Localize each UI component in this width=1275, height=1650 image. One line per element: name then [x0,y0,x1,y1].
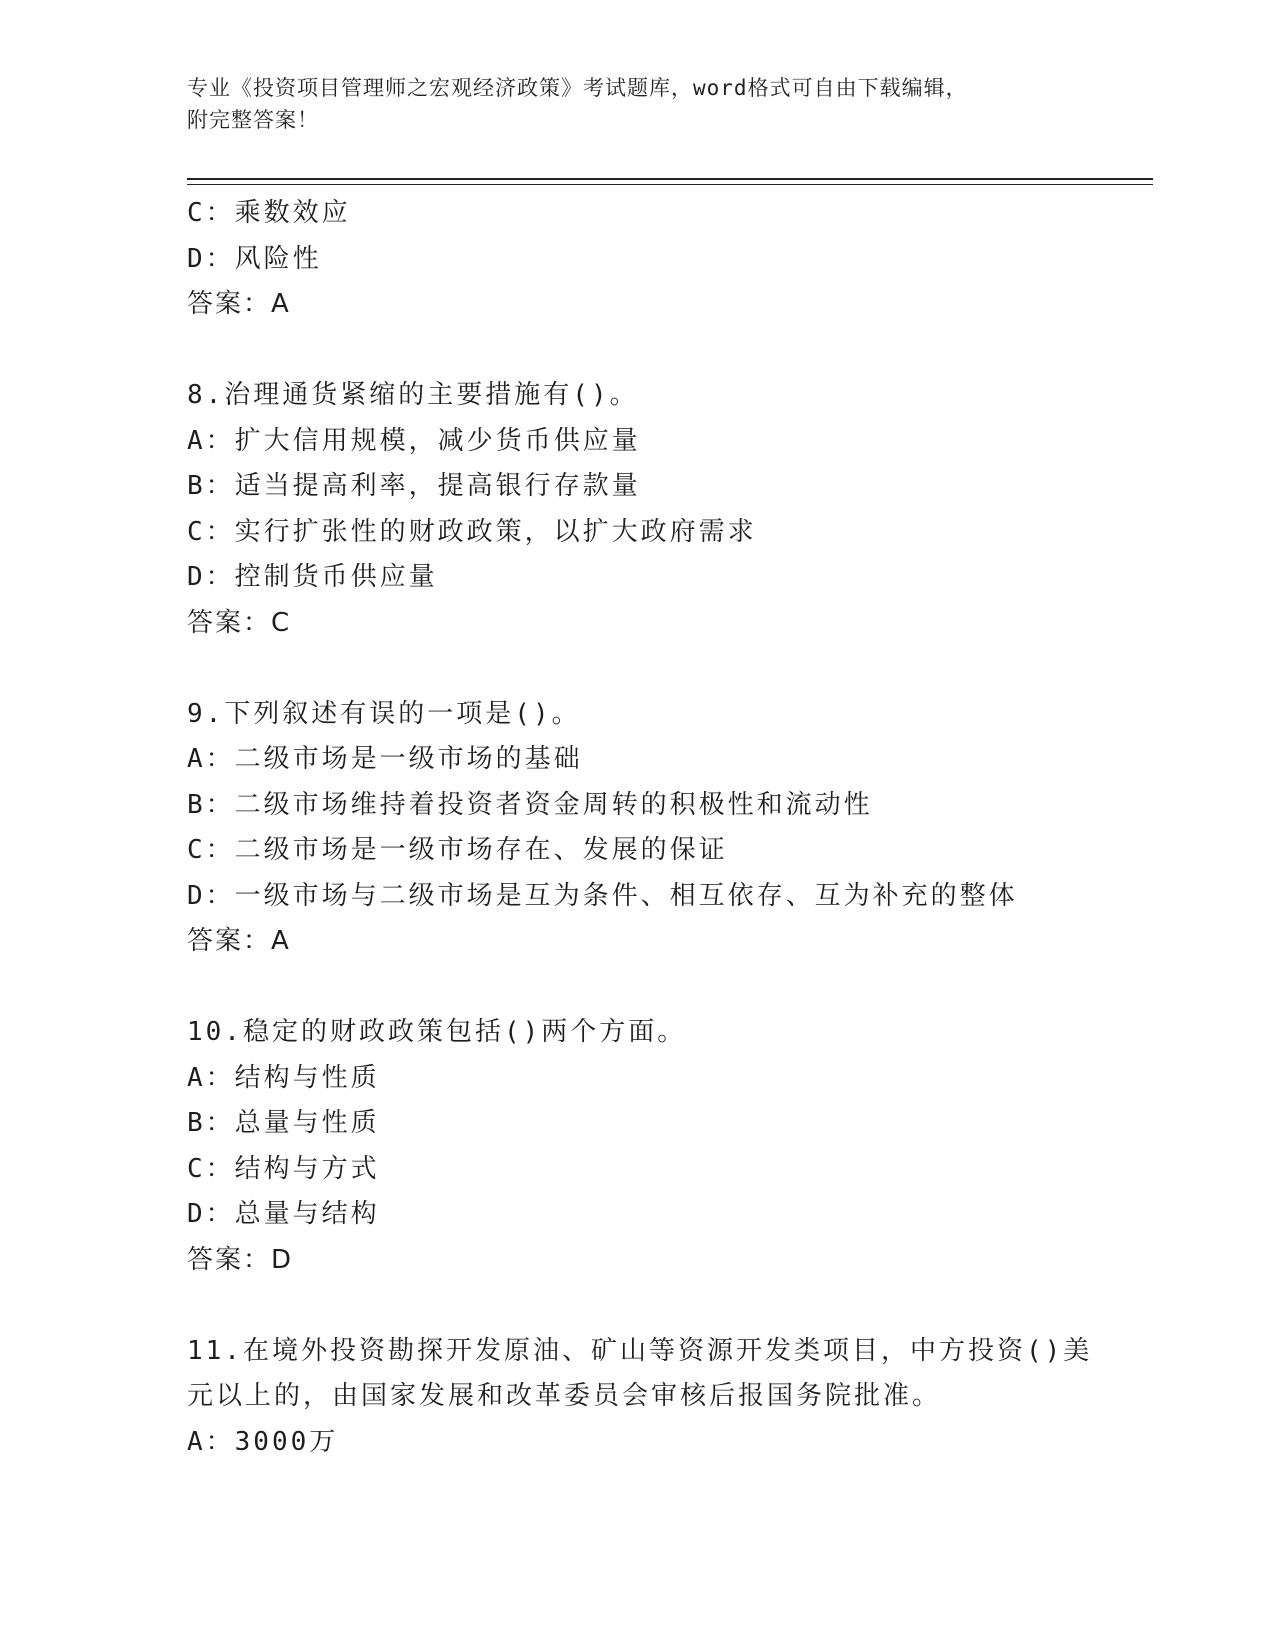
option-b: B：二级市场维持着投资者资金周转的积极性和流动性 [187,789,873,820]
header-line-2: 附完整答案！ [187,108,319,132]
option-c: C：实行扩张性的财政政策，以扩大政府需求 [187,516,757,547]
answer-line: 答案：C [187,607,292,638]
header-line-1: 专业《投资项目管理师之宏观经济政策》考试题库，word格式可自由下载编辑， [187,76,968,100]
question-text-line-2: 元以上的，由国家发展和改革委员会审核后报国务院批准。 [187,1381,942,1411]
header-divider-thin [187,184,1153,185]
option-d: D：一级市场与二级市场是互为条件、相互依存、互为补充的整体 [187,880,1018,911]
option-c: C：乘数效应 [187,198,351,228]
spacer [187,1283,1087,1329]
answer-line: 答案：A [187,926,291,956]
question-10 [187,1010,1087,1283]
spacer [187,646,1087,692]
question-text: 8.治理通货紧缩的主要措施有()。 [187,380,639,410]
question-list [187,191,1093,1465]
question-11 [187,1329,1093,1466]
option-a: A：二级市场是一级市场的基础 [187,744,583,774]
option-a: A：3000万 [187,1426,339,1457]
spacer [187,328,1087,374]
answer-line: 答案：A [187,289,291,319]
option-b: B：总量与性质 [187,1108,380,1138]
option-a: A：扩大信用规模，减少货币供应量 [187,425,641,456]
option-d: D：风险性 [187,243,322,274]
question-text: 9.下列叙述有误的一项是()。 [187,698,581,729]
option-c: C：二级市场是一级市场存在、发展的保证 [187,835,728,865]
option-c: C：结构与方式 [187,1153,380,1184]
option-a: A：结构与性质 [187,1062,380,1093]
document-header [187,72,1087,136]
option-d: D：控制货币供应量 [187,562,438,592]
spacer [187,965,1087,1011]
question-7 [187,191,1087,328]
question-9 [187,692,1087,965]
question-text: 10.稳定的财政政策包括()两个方面。 [187,1017,687,1047]
option-d: D：总量与结构 [187,1199,380,1229]
option-b: B：适当提高利率，提高银行存款量 [187,471,641,501]
answer-line: 答案：D [187,1244,294,1275]
header-divider-thick [187,178,1153,180]
question-8 [187,373,1087,646]
question-text-line-1: 11.在境外投资勘探开发原油、矿山等资源开发类项目，中方投资()美 [187,1335,1093,1366]
